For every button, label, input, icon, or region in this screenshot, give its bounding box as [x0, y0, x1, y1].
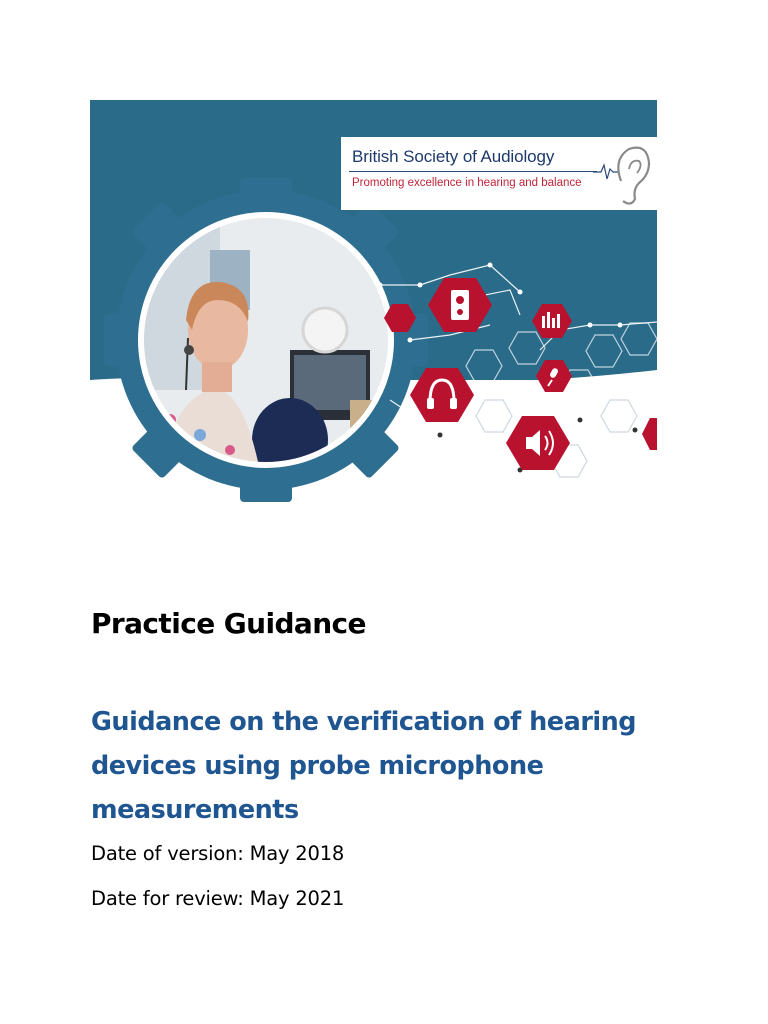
document-heading: Practice Guidance — [91, 607, 366, 640]
ear-icon — [591, 139, 657, 209]
date-of-version: Date of version: May 2018 — [91, 842, 345, 865]
logo-divider — [349, 171, 597, 172]
title-line: devices using probe microphone — [91, 751, 544, 781]
logo-tagline: Promoting excellence in hearing and balance — [352, 177, 582, 189]
cover-banner — [90, 100, 657, 520]
bsa-logo — [341, 137, 657, 210]
date-for-review: Date for review: May 2021 — [91, 887, 345, 910]
title-line: Guidance on the verification of hearing — [91, 707, 637, 737]
logo-organization-name: British Society of Audiology — [352, 147, 555, 166]
document-title — [91, 700, 691, 832]
title-line: measurements — [91, 795, 299, 825]
